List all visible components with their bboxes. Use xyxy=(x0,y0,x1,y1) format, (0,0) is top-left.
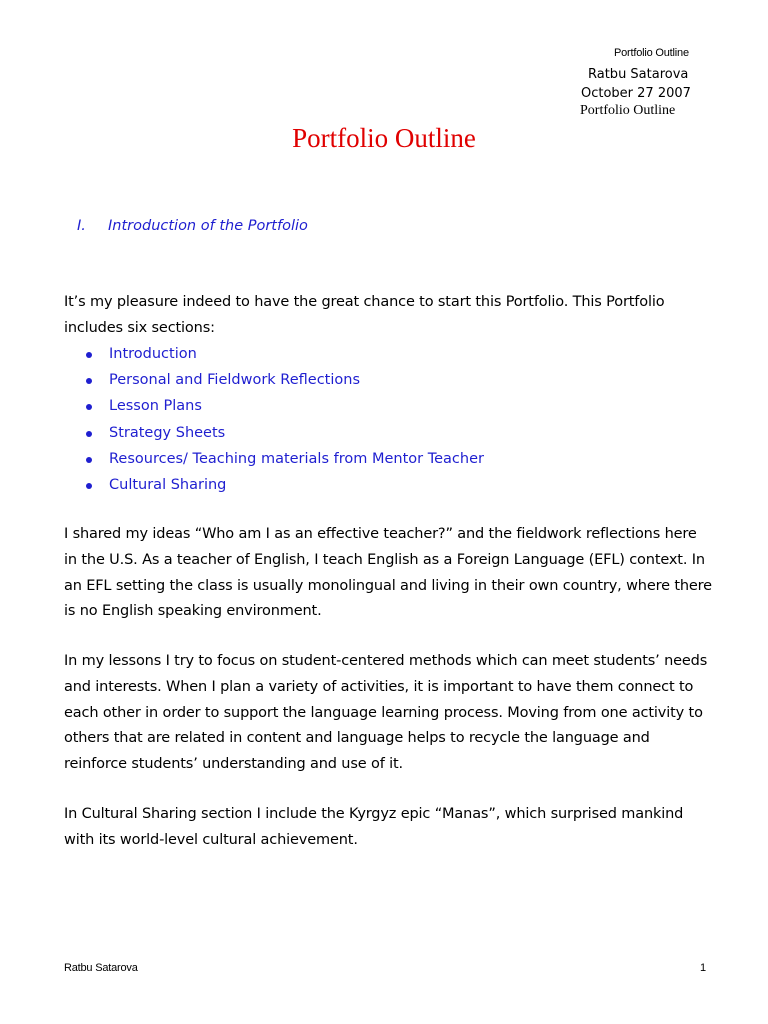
intro-paragraph: It’s my pleasure indeed to have the great chance to start this Portfolio. This Portfolio includes six sections: xyxy=(64,294,665,336)
section-number: I. xyxy=(77,218,86,234)
page-number: 1 xyxy=(700,962,707,974)
page-title: Portfolio Outline xyxy=(292,123,476,153)
list-item xyxy=(82,472,484,498)
bullet-icon xyxy=(86,457,92,463)
list-item xyxy=(82,446,484,472)
list-item-label: Cultural Sharing xyxy=(109,476,227,493)
footer-author: Ratbu Satarova xyxy=(64,962,138,974)
list-item-label: Personal and Fieldwork Reflections xyxy=(109,372,361,389)
list-item-label: Lesson Plans xyxy=(109,398,202,415)
list-item-label: Introduction xyxy=(109,346,197,362)
bullet-icon xyxy=(86,352,92,358)
running-header-title: Portfolio Outline xyxy=(614,47,689,59)
bullet-icon xyxy=(86,378,92,384)
list-item xyxy=(82,341,484,367)
header-date: October 27 2007 xyxy=(581,86,691,101)
sections-list xyxy=(82,341,484,498)
cultural-sharing-paragraph: In Cultural Sharing section I include the Kyrgyz epic “Manas”, which surprised mankind with its world-level cultural achievement. xyxy=(64,806,684,848)
list-item xyxy=(82,393,484,419)
methods-paragraph: In my lessons I try to focus on student-centered methods which can meet students’ needs and interests. When I plan a variety of activities, it is important to have them connect to each other in order to support the language learning process. Moving from one activity to others that are related in content and language helps to recycle the language and reinforce students’ understanding and use of it. xyxy=(64,653,708,773)
list-item-label: Strategy Sheets xyxy=(109,424,226,441)
bullet-icon xyxy=(86,483,92,489)
header-outline-label: Portfolio Outline xyxy=(580,103,676,118)
list-item xyxy=(82,420,484,446)
header-author: Ratbu Satarova xyxy=(588,67,689,82)
reflection-paragraph: I shared my ideas “Who am I as an effective teacher?” and the fieldwork reflections here in the U.S. As a teacher of English, I teach English as a Foreign Language (EFL) context. In an EFL setting the class is usually monolingual and living in their own country, where there is no English speaking environment. xyxy=(64,526,712,620)
section-heading-text: Introduction of the Portfolio xyxy=(108,218,308,234)
list-item xyxy=(82,367,484,393)
bullet-icon xyxy=(86,404,92,410)
list-item-label: Resources/ Teaching materials from Mentor Teacher xyxy=(109,450,484,467)
bullet-icon xyxy=(86,431,92,437)
section-heading xyxy=(77,218,308,234)
